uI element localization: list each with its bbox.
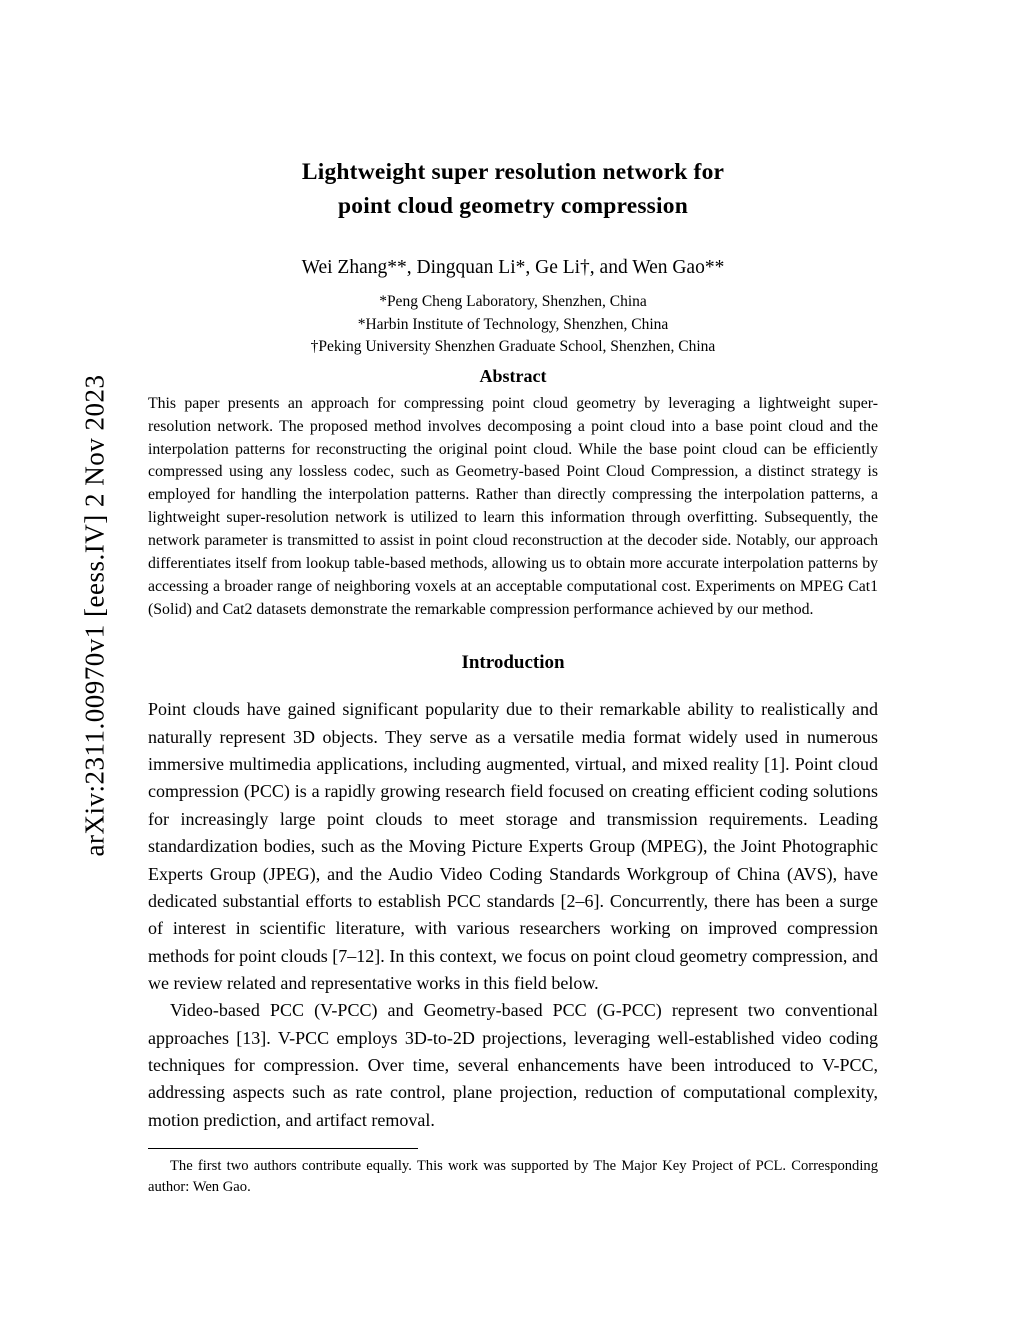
introduction-paragraph-2: Video-based PCC (V-PCC) and Geometry-based PCC (G-PCC) represent two conventional approaches [13]. V-PCC employs 3D-to-2D projections, leveraging well-established video coding techniques for compression. Over time, several enhancements have been introduced to V-PCC, addressing aspects such as rate control, plane projection, reduction of computational complexity, motion prediction, and artifact removal.	[148, 1000, 878, 1130]
affiliation-2: *Harbin Institute of Technology, Shenzhen, China	[357, 315, 669, 333]
abstract-text: This paper presents an approach for compressing point cloud geometry by leveraging a lightweight super-resolution network. The proposed method involves decomposing a point cloud into a base point cloud and the interpolation patterns for reconstructing the original point cloud. While the base point cloud can be efficiently compressed using any lossless codec, such as Geometry-based Point Cloud Compression, a distinct strategy is employed for handling the interpolation patterns. Rather than directly compressing the interpolation patterns, a lightweight super-resolution network is utilized to learn this information through overfitting. Subsequently, the network parameter is transmitted to assist in point cloud reconstruction at the decoder side. Notably, our approach differentiates itself from lookup table-based methods, allowing us to obtain more accurate interpolation patterns by accessing a broader range of neighboring voxels at an acceptable computational cost. Experiments on MPEG Cat1 (Solid) and Cat2 datasets demonstrate the remarkable compression performance achieved by our method.	[148, 394, 878, 619]
paper-content	[148, 155, 878, 1198]
footnote-text	[148, 1156, 878, 1198]
abstract-heading: Abstract	[479, 365, 547, 386]
affiliation-3: †Peking University Shenzhen Graduate School, Shenzhen, China	[310, 338, 716, 356]
footnote-body: The first two authors contribute equally. This work was supported by The Major Key Project of PCL. Corresponding author: Wen Gao.	[148, 1158, 878, 1195]
author-list: Wei Zhang**, Dingquan Li*, Ge Li†, and Wen Gao**	[301, 257, 725, 279]
arxiv-identifier-stamp: arXiv:2311.00970v1 [eess.IV] 2 Nov 2023	[79, 374, 110, 857]
affiliation-block	[148, 291, 878, 358]
introduction-heading: Introduction	[461, 652, 565, 674]
title-line-1: Lightweight super resolution network for	[301, 159, 725, 185]
title-line-2: point cloud geometry compression	[338, 193, 688, 220]
page-title	[148, 155, 878, 223]
footnote-divider	[148, 1148, 418, 1149]
introduction-paragraph-1: Point clouds have gained significant popularity due to their remarkable ability to realistically and naturally represent 3D objects. They serve as a versatile media format widely used in numerous immersive multimedia applications, including augmented, virtual, and mixed reality [1]. Point cloud compression (PCC) is a rapidly growing research field focused on creating efficient coding solutions for increasingly large point clouds to meet storage and transmission requirements. Leading standardization bodies, such as the Moving Picture Experts Group (MPEG), the Joint Photographic Experts Group (JPEG), and the Audio Video Coding Standards Workgroup of China (AVS), have dedicated substantial efforts to establish PCC standards [2–6]. Concurrently, there has been a surge of interest in scientific literature, with various researchers working on improved compression methods for point clouds [7–12]. In this context, we focus on point cloud geometry compression, and we review related and representative works in this field below.	[148, 699, 878, 993]
affiliation-1: *Peng Cheng Laboratory, Shenzhen, China	[379, 293, 647, 311]
